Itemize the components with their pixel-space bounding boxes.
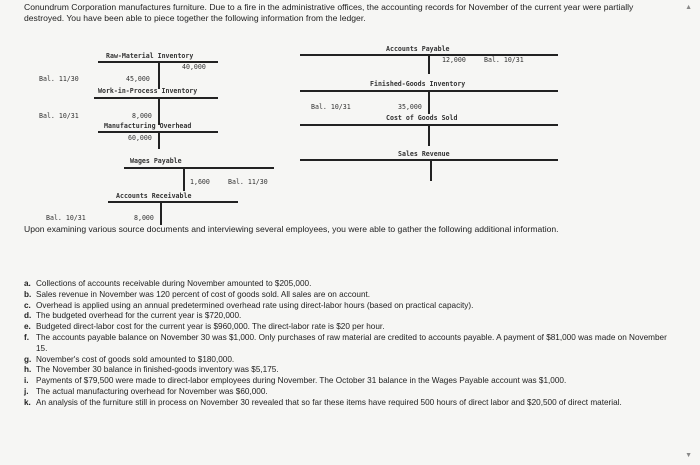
list-item-text: Sales revenue in November was 120 percent of cost of goods sold. All sales are on account. [36,289,371,299]
wip-hline [94,97,218,99]
list-item-letter: h. [24,365,32,375]
list-item-letter: k. [24,397,31,407]
wip-title: Work-in-Process Inventory [98,87,198,95]
raw-materials-bal-label: Bal. 11/30 [39,75,79,83]
wages-payable-vline [183,167,185,191]
finished-goods-bal-value: 35,000 [398,103,422,111]
list-item-text: The actual manufacturing overhead for November was $60,000. [36,386,268,396]
list-item-letter: f. [24,332,30,342]
accounts-payable-credit: 12,000 [442,56,466,64]
list-item [24,387,674,398]
wages-payable-credit: 1,600 [190,178,210,186]
raw-materials-credit: 40,000 [182,63,206,71]
wages-payable-bal-label: Bal. 11/30 [228,178,268,186]
list-item-text: November's cost of goods sold amounted to $180,000. [36,354,235,364]
accounts-receivable-hline [108,201,238,203]
list-item [24,290,674,301]
finished-goods-title: Finished-Goods Inventory [370,80,466,88]
list-item [24,322,674,333]
scroll-down-icon[interactable]: ▼ [685,452,692,459]
sales-revenue-title: Sales Revenue [398,150,450,158]
list-item [24,376,674,387]
finished-goods-vline [428,90,430,114]
list-item-text: The November 30 balance in finished-goods inventory was $5,175. [36,365,279,375]
list-item [24,365,674,376]
list-item-text: Overhead is applied using an annual predetermined overhead rate using direct-labor hours (based on practical capacity). [36,300,474,310]
sales-revenue-hline [300,159,558,161]
list-item-text: Collections of accounts receivable during November amounted to $205,000. [36,279,312,288]
wages-payable-title: Wages Payable [130,157,182,165]
wip-vline [158,97,160,125]
accounts-payable-bal-label: Bal. 10/31 [484,56,524,64]
cogs-title: Cost of Goods Sold [386,114,458,122]
wages-payable-hline [124,167,274,169]
sales-revenue-vline [430,159,432,181]
mfg-overhead-debit: 60,000 [128,134,152,142]
raw-materials-vline [158,61,160,89]
list-item-text: Budgeted direct-labor cost for the current year is $960,000. The direct-labor rate is $20 per hour. [36,322,385,332]
accounts-receivable-vline [160,201,162,225]
list-item-letter: a. [24,279,31,288]
list-item [24,333,674,355]
list-item [24,301,674,312]
information-list [24,279,674,409]
cogs-vline [428,124,430,146]
accounts-receivable-title: Accounts Receivable [116,192,192,200]
list-item [24,355,674,366]
wip-bal-label: Bal. 10/31 [39,112,79,120]
wip-bal-value: 8,000 [132,112,152,120]
list-item-letter: c. [24,300,31,310]
list-item-letter: e. [24,322,31,332]
mfg-overhead-vline [158,131,160,149]
accounts-receivable-bal-value: 8,000 [134,214,154,222]
list-item-text: An analysis of the furniture still in process on November 30 revealed that so far these items have required 500 hours of direct labor and $20,500 of direct material. [36,397,622,407]
finished-goods-bal-label: Bal. 10/31 [311,103,351,111]
list-item-letter: j. [24,386,29,396]
list-item-text: The accounts payable balance on November 30 was $1,000. Only purchases of raw material are credited to accounts payable. A payment of $81,000 was made on November 15. [36,332,667,353]
list-item [24,311,674,322]
accounts-payable-title: Accounts Payable [386,45,450,53]
raw-materials-title: Raw-Material Inventory [106,52,194,60]
mfg-overhead-title: Manufacturing Overhead [104,122,192,130]
list-item-text: The budgeted overhead for the current year is $720,000. [36,311,242,321]
accounts-receivable-bal-label: Bal. 10/31 [46,214,86,222]
accounts-payable-vline [428,54,430,74]
raw-materials-bal-value: 45,000 [126,75,150,83]
list-item-letter: g. [24,354,32,364]
list-item-letter: i. [24,376,29,386]
list-item-text: Payments of $79,500 were made to direct-labor employees during November. The October 31 balance in the Wages Payable account was $1,000. [36,376,567,386]
list-item [24,279,674,290]
list-item [24,398,674,409]
scroll-up-icon[interactable]: ▲ [685,4,692,11]
intro-paragraph: Conundrum Corporation manufactures furniture. Due to a fire in the administrative offices, the accounting records for November of the current year were partially destroyed. You have been able to piece together the following information from the ledger. [24,2,634,23]
list-item-letter: b. [24,289,32,299]
additional-info-paragraph: Upon examining various source documents and interviewing several employees, you were able to gather the following additional information. [24,224,559,234]
list-item-letter: d. [24,311,32,321]
